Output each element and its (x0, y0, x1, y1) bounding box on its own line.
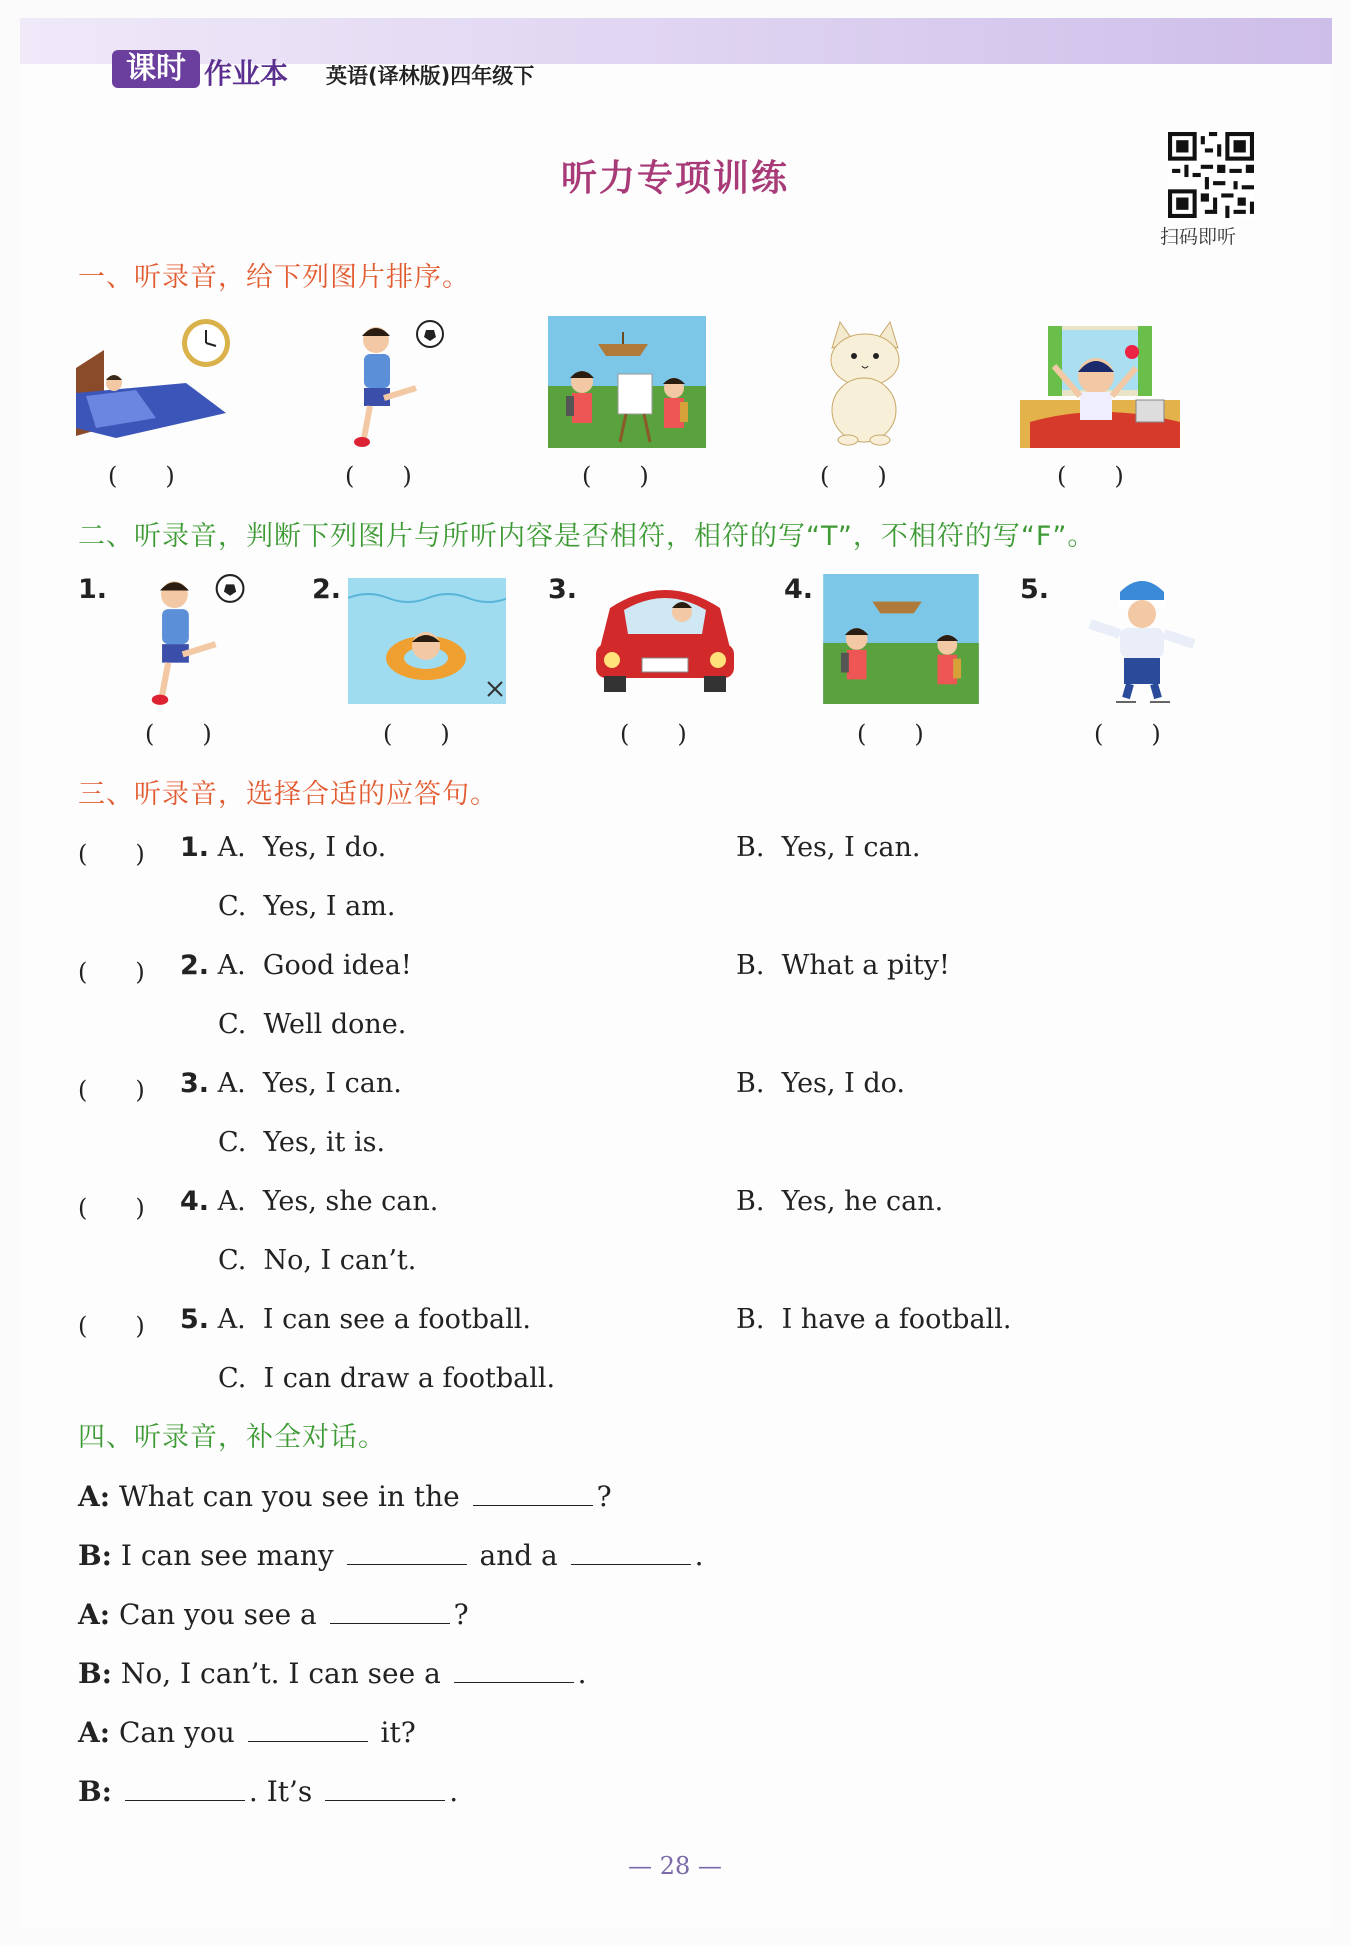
subject-label: 英语(译林版)四年级下 (326, 64, 535, 88)
answer-paren-4[interactable]: ( ) (857, 720, 924, 748)
option-a: A. I can see a football. (217, 1304, 531, 1335)
answer-paren[interactable]: ( ) (78, 958, 145, 986)
logo: 课时 (112, 50, 200, 88)
question-number: 1. (180, 832, 210, 863)
dialogue-line-6: B: . It’s . (78, 1775, 459, 1808)
option-a: A. Yes, she can. (217, 1186, 439, 1217)
answer-paren[interactable]: ( ) (78, 840, 145, 868)
option-b: B. I have a football. (736, 1304, 1012, 1335)
kids-drawing-boat-picture (548, 316, 706, 448)
blank-field[interactable] (325, 1778, 445, 1801)
question-number: 5. (180, 1304, 210, 1335)
blank-field[interactable] (330, 1601, 450, 1624)
blank-field[interactable] (248, 1719, 368, 1742)
question-number: 2. (180, 950, 210, 981)
boy-kicking-football-picture (136, 572, 252, 708)
answer-paren-5[interactable]: ( ) (1057, 462, 1124, 490)
item-number: 5. (1020, 574, 1050, 605)
answer-paren-5[interactable]: ( ) (1094, 720, 1161, 748)
boy-swimming-ring-picture (348, 578, 506, 704)
boy-waking-up-picture (1020, 326, 1180, 448)
blank-field[interactable] (125, 1778, 245, 1801)
option-c: C. Yes, I am. (218, 891, 396, 922)
option-a: A. Yes, I can. (217, 1068, 402, 1099)
option-c: C. No, I can’t. (218, 1245, 417, 1276)
blank-field[interactable] (454, 1660, 574, 1683)
answer-paren-1[interactable]: ( ) (108, 462, 175, 490)
dialogue-line-5: A: Can you it? (78, 1716, 416, 1749)
option-b: B. Yes, I can. (736, 832, 921, 863)
answer-paren[interactable]: ( ) (78, 1194, 145, 1222)
dialogue-line-3: A: Can you see a ? (78, 1598, 469, 1631)
blank-field[interactable] (473, 1483, 593, 1506)
page-title: 听力专项训练 (560, 158, 789, 199)
item-number: 4. (784, 574, 814, 605)
section1-title: 一、听录音，给下列图片排序。 (78, 262, 470, 293)
kids-boat-field-picture (822, 574, 980, 704)
answer-paren-2[interactable]: ( ) (345, 462, 412, 490)
dialogue-line-1: A: What can you see in the ? (78, 1480, 612, 1513)
option-a: A. Yes, I do. (217, 832, 387, 863)
question-number: 3. (180, 1068, 210, 1099)
item-number: 3. (548, 574, 578, 605)
option-b: B. Yes, I do. (736, 1068, 905, 1099)
option-c: C. Yes, it is. (218, 1127, 386, 1158)
option-c: C. I can draw a football. (218, 1363, 556, 1394)
option-b: B. What a pity! (736, 950, 950, 981)
item-number: 2. (312, 574, 342, 605)
boy-sleeping-bed-picture (76, 318, 236, 448)
section3-title: 三、听录音，选择合适的应答句。 (78, 779, 498, 810)
blank-field[interactable] (347, 1542, 467, 1565)
answer-paren-1[interactable]: ( ) (145, 720, 212, 748)
answer-paren-4[interactable]: ( ) (820, 462, 887, 490)
section4-title: 四、听录音，补全对话。 (78, 1422, 386, 1453)
white-cat-picture (818, 318, 912, 446)
option-b: B. Yes, he can. (736, 1186, 944, 1217)
brand-name: 作业本 (204, 57, 289, 90)
answer-paren[interactable]: ( ) (78, 1076, 145, 1104)
dialogue-line-2: B: I can see many and a . (78, 1539, 704, 1572)
blank-field[interactable] (571, 1542, 691, 1565)
qr-code-icon[interactable] (1168, 132, 1254, 218)
boy-kicking-football-picture (340, 318, 450, 450)
item-number: 1. (78, 574, 108, 605)
boy-skating-picture (1080, 574, 1202, 704)
answer-paren[interactable]: ( ) (78, 1312, 145, 1340)
option-a: A. Good idea! (217, 950, 412, 981)
qr-label: 扫码即听 (1160, 226, 1237, 248)
option-c: C. Well done. (218, 1009, 407, 1040)
answer-paren-3[interactable]: ( ) (620, 720, 687, 748)
boy-driving-car-picture (590, 578, 740, 698)
page-number: — 28 — (628, 1852, 722, 1880)
question-number: 4. (180, 1186, 210, 1217)
dialogue-line-4: B: No, I can’t. I can see a . (78, 1657, 587, 1690)
answer-paren-3[interactable]: ( ) (582, 462, 649, 490)
answer-paren-2[interactable]: ( ) (383, 720, 450, 748)
section2-title: 二、听录音，判断下列图片与所听内容是否相符，相符的写“T”，不相符的写“F”。 (78, 521, 1096, 552)
